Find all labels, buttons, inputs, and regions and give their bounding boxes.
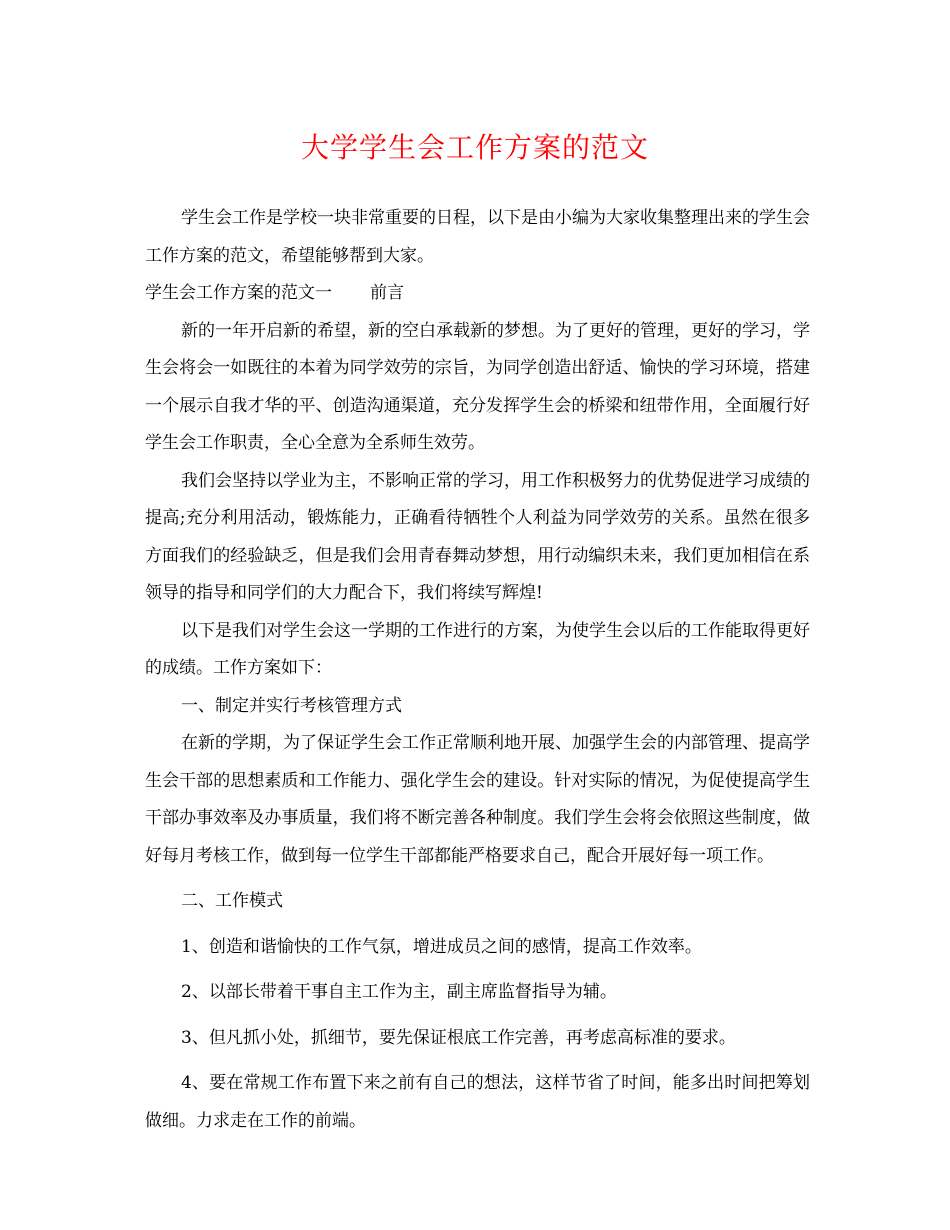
section-heading: 学生会工作方案的范文一 <box>145 283 332 303</box>
paragraph: 在新的学期，为了保证学生会工作正常顺利地开展、加强学生会的内部管理、提高学生会干部的思想素质和工作能力、强化学生会的建设。针对实际的情况，为促使提高学生干部办事效率及办事质量，我们将不断完善各种制度。我们学生会将会依照这些制度，做好每月考核工作，做到每一位学生干部都能严格要求自己，配合开展好每一项工作。 <box>145 733 810 866</box>
section-subheading: 前言 <box>370 283 404 303</box>
document-title: 大学学生会工作方案的范文 <box>300 131 649 164</box>
intro-paragraph: 学生会工作是学校一块非常重要的日程，以下是由小编为大家收集整理出来的学生会工作方案的范文，希望能够帮到大家。 <box>145 208 810 266</box>
list-item: 1、创造和谐愉快的工作气氛，增进成员之间的感情，提高工作效率。 <box>181 936 702 957</box>
paragraph: 新的一年开启新的希望，新的空白承载新的梦想。为了更好的管理，更好的学习，学生会将会一如既往的本着为同学效劳的宗旨，为同学创造出舒适、愉快的学习环境，搭建一个展示自我才华的平、创造沟通渠道，充分发挥学生会的桥梁和纽带作用，全面履行好学生会工作职责，全心全意为全系师生效劳。 <box>145 320 810 453</box>
heading-1: 一、制定并实行考核管理方式 <box>181 695 402 716</box>
section-heading-row <box>145 275 810 313</box>
list-item: 4、要在常规工作布置下来之前有自己的想法，这样节省了时间，能多出时间把筹划做细。力求走在工作的前端。 <box>145 1073 810 1131</box>
paragraph: 我们会坚持以学业为主，不影响正常的学习，用工作积极努力的优势促进学习成绩的提高;充分利用活动，锻炼能力，正确看待牺牲个人利益为同学效劳的关系。虽然在很多方面我们的经验缺乏，但是我们会用青春舞动梦想，用行动编织未来，我们更加相信在系领导的指导和同学们的大力配合下，我们将续写辉煌! <box>145 470 810 603</box>
paragraph: 以下是我们对学生会这一学期的工作进行的方案，为使学生会以后的工作能取得更好的成绩。工作方案如下： <box>145 620 810 678</box>
document-body <box>145 200 810 1140</box>
heading-2: 二、工作模式 <box>181 891 283 911</box>
list-item: 3、但凡抓小处，抓细节，要先保证根底工作完善，再考虑高标准的要求。 <box>181 1027 736 1048</box>
list-item: 2、以部长带着干事自主工作为主，副主席监督指导为辅。 <box>181 982 617 1002</box>
